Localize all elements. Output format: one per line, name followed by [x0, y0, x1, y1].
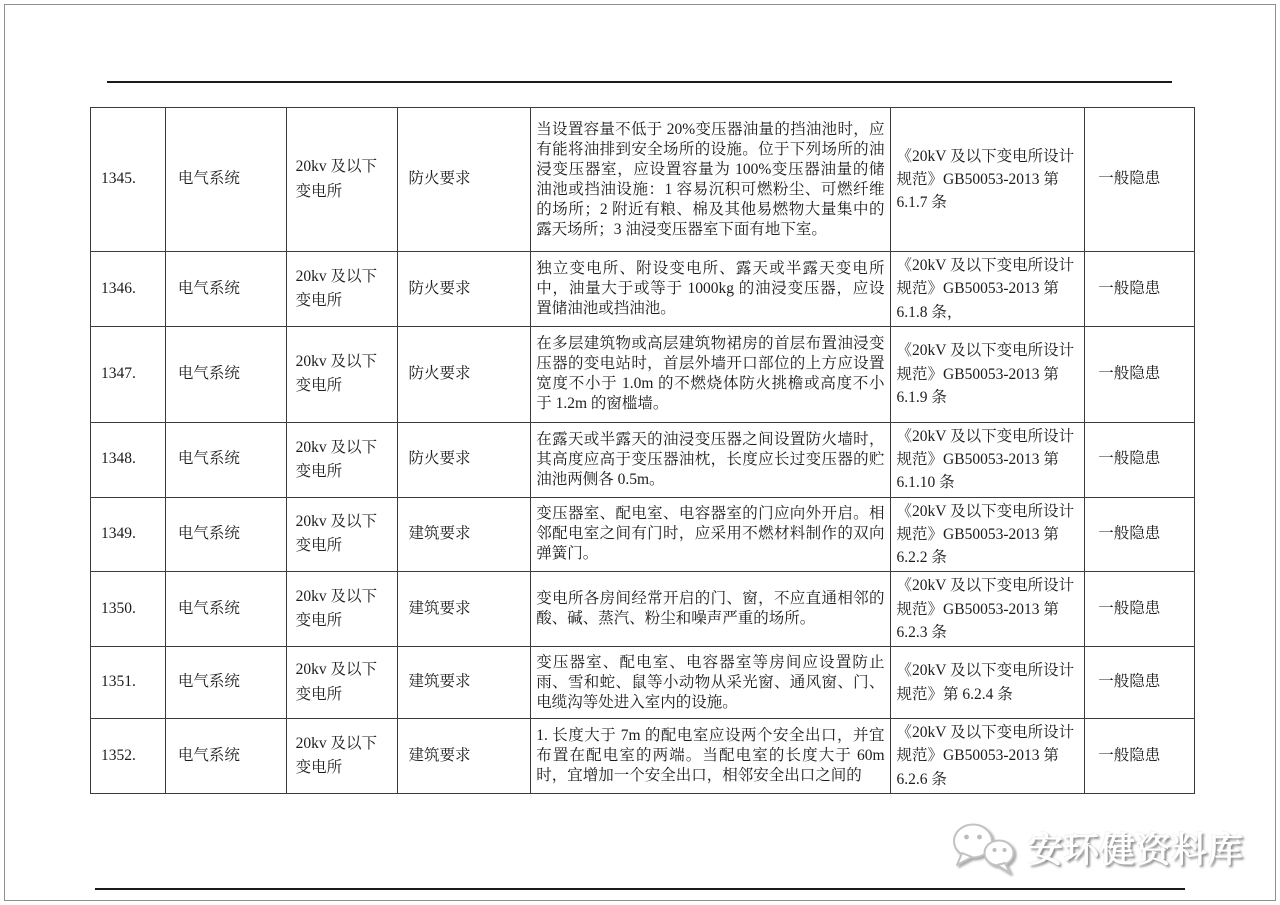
top-rule [107, 81, 1172, 83]
subsystem-cell [287, 423, 399, 497]
row-number: 1350. [101, 599, 136, 617]
bottom-rule [95, 888, 1185, 890]
watermark-text: 安环健资料库 [1027, 831, 1244, 870]
reference-text: 《20kV 及以下变电所设计规范》GB50053-2013 第 6.1.10 条 [896, 427, 1075, 492]
description-text: 变压器室、配电室、电容器室的门应向外开启。相邻配电室之间有门时，应采用不燃材料制作的双向弹簧门。 [536, 505, 885, 563]
status-badge: 一般隐患 [1098, 599, 1161, 617]
description-text: 独立变电所、附设变电所、露天或半露天变电所中，油量大于或等于 1000kg 的油浸变压器，应设置储油池或挡油池。 [536, 259, 885, 317]
reference-cell [891, 572, 1086, 646]
row-number: 1345. [101, 170, 136, 188]
reference-cell [891, 498, 1086, 572]
status-cell [1085, 423, 1194, 497]
description-text: 在露天或半露天的油浸变压器之间设置防火墙时，其高度应高于变压器油枕，长度应长过变压器的贮油池两侧各 0.5m。 [536, 430, 885, 488]
status-badge: 一般隐患 [1098, 279, 1161, 297]
system-cell [166, 252, 287, 326]
system-cell [166, 327, 287, 422]
subsystem-cell [287, 719, 399, 793]
category-cell [398, 423, 531, 497]
category-cell [398, 327, 531, 422]
reference-text: 《20kV 及以下变电所设计规范》GB50053-2013 第 6.1.8 条， [896, 257, 1075, 321]
system-label: 电气系统 [177, 279, 240, 297]
row-number: 1352. [101, 746, 136, 764]
table-row [91, 498, 1194, 573]
system-cell [166, 423, 287, 497]
description-text: 变压器室、配电室、电容器室等房间应设置防止雨、雪和蛇、鼠等小动物从采光窗、通风窗、门、电缆沟等处进入室内的设施。 [536, 653, 885, 711]
system-label: 电气系统 [177, 525, 240, 543]
status-badge: 一般隐患 [1098, 450, 1161, 468]
table-row [91, 327, 1194, 423]
wechat-icon [950, 820, 1018, 876]
row-number: 1349. [101, 525, 136, 543]
subsystem-cell [287, 647, 399, 718]
row-number: 1346. [101, 279, 136, 297]
description-cell [531, 647, 890, 718]
reference-cell [891, 252, 1086, 326]
table-row [91, 108, 1194, 252]
row-number-cell [91, 572, 166, 646]
status-cell [1085, 498, 1194, 572]
subsystem-label: 20kv 及以下变电所 [295, 267, 378, 309]
reference-text: 《20kV 及以下变电所设计规范》GB50053-2013 第 6.2.2 条 [896, 502, 1075, 566]
category-label: 建筑要求 [408, 673, 471, 691]
subsystem-cell [287, 327, 399, 422]
description-cell [531, 327, 890, 422]
reference-text: 《20kV 及以下变电所设计规范》GB50053-2013 第 6.1.7 条 [896, 147, 1075, 212]
system-cell [166, 647, 287, 718]
description-cell [531, 719, 890, 793]
description-text: 在多层建筑物或高层建筑物裙房的首层布置油浸变压器的变电站时，首层外墙开口部位的上方应设置宽度不小于 1.0m 的不燃烧体防火挑檐或高度不小于 1.2m 的窗槛墙。 [536, 335, 885, 413]
category-label: 防火要求 [408, 365, 471, 383]
category-label: 建筑要求 [408, 599, 471, 617]
status-badge: 一般隐患 [1098, 365, 1161, 383]
system-cell [166, 498, 287, 572]
system-label: 电气系统 [177, 365, 240, 383]
subsystem-label: 20kv 及以下变电所 [295, 734, 378, 776]
category-label: 防火要求 [408, 279, 471, 297]
subsystem-cell [287, 108, 399, 251]
system-cell [166, 108, 287, 251]
row-number-cell [91, 327, 166, 422]
reference-cell [891, 719, 1086, 793]
description-text: 1. 长度大于 7m 的配电室应设两个安全出口，并宜布置在配电室的两端。当配电室的长度大于 60m 时，宜增加一个安全出口，相邻安全出口之间的 [536, 726, 885, 784]
category-label: 防火要求 [408, 170, 471, 188]
status-badge: 一般隐患 [1098, 525, 1161, 543]
table-row [91, 423, 1194, 498]
status-cell [1085, 572, 1194, 646]
description-cell [531, 572, 890, 646]
reference-text: 《20kV 及以下变电所设计规范》GB50053-2013 第 6.2.3 条 [896, 577, 1075, 641]
system-cell [166, 572, 287, 646]
row-number-cell [91, 252, 166, 326]
reference-text: 《20kV 及以下变电所设计规范》GB50053-2013 第 6.2.6 条 [896, 724, 1075, 788]
category-label: 防火要求 [408, 450, 471, 468]
status-cell [1085, 252, 1194, 326]
description-text: 当设置容量不低于 20%变压器油量的挡油池时，应有能将油排到安全场所的设施。位于下列场所的油浸变压器室，应设置容量为 100%变压器油量的储油池或挡油设施：1 容易沉积可燃粉尘、可燃纤维的场所；2 附近有粮、棉及其他易燃物大量集中的露天场所；3 油浸变压器室下面有地下室。 [536, 120, 885, 238]
description-text: 变电所各房间经常开启的门、窗，不应直通相邻的酸、碱、蒸汽、粉尘和噪声严重的场所。 [536, 590, 885, 628]
subsystem-label: 20kv 及以下变电所 [295, 661, 378, 703]
reference-cell [891, 647, 1086, 718]
system-label: 电气系统 [177, 746, 240, 764]
reference-text: 《20kV 及以下变电所设计规范》GB50053-2013 第 6.1.9 条 [896, 342, 1075, 406]
status-cell [1085, 647, 1194, 718]
audit-table [90, 107, 1195, 794]
row-number-cell [91, 108, 166, 251]
category-label: 建筑要求 [408, 525, 471, 543]
description-cell [531, 423, 890, 497]
status-cell [1085, 327, 1194, 422]
table-row [91, 572, 1194, 647]
table-row [91, 647, 1194, 719]
reference-cell [891, 423, 1086, 497]
category-cell [398, 252, 531, 326]
reference-text: 《20kV 及以下变电所设计规范》第 6.2.4 条 [896, 662, 1075, 703]
status-badge: 一般隐患 [1098, 746, 1161, 764]
description-cell [531, 252, 890, 326]
row-number-cell [91, 647, 166, 718]
subsystem-label: 20kv 及以下变电所 [295, 158, 378, 200]
watermark [950, 820, 1244, 876]
status-badge: 一般隐患 [1098, 673, 1161, 691]
subsystem-cell [287, 252, 399, 326]
subsystem-label: 20kv 及以下变电所 [295, 588, 378, 630]
row-number-cell [91, 719, 166, 793]
status-badge: 一般隐患 [1098, 170, 1161, 188]
status-cell [1085, 719, 1194, 793]
reference-cell [891, 108, 1086, 251]
row-number-cell [91, 498, 166, 572]
description-cell [531, 498, 890, 572]
system-label: 电气系统 [177, 599, 240, 617]
category-cell [398, 719, 531, 793]
reference-cell [891, 327, 1086, 422]
table-row [91, 719, 1194, 793]
subsystem-label: 20kv 及以下变电所 [295, 353, 378, 395]
system-label: 电气系统 [177, 450, 240, 468]
category-cell [398, 647, 531, 718]
row-number: 1348. [101, 450, 136, 468]
row-number-cell [91, 423, 166, 497]
system-cell [166, 719, 287, 793]
subsystem-label: 20kv 及以下变电所 [295, 438, 378, 480]
category-cell [398, 572, 531, 646]
system-label: 电气系统 [177, 673, 240, 691]
status-cell [1085, 108, 1194, 251]
category-label: 建筑要求 [408, 746, 471, 764]
subsystem-cell [287, 498, 399, 572]
row-number: 1347. [101, 365, 136, 383]
subsystem-label: 20kv 及以下变电所 [295, 513, 378, 555]
table-row [91, 252, 1194, 327]
category-cell [398, 108, 531, 251]
description-cell [531, 108, 890, 251]
row-number: 1351. [101, 673, 136, 691]
subsystem-cell [287, 572, 399, 646]
category-cell [398, 498, 531, 572]
system-label: 电气系统 [177, 170, 240, 188]
